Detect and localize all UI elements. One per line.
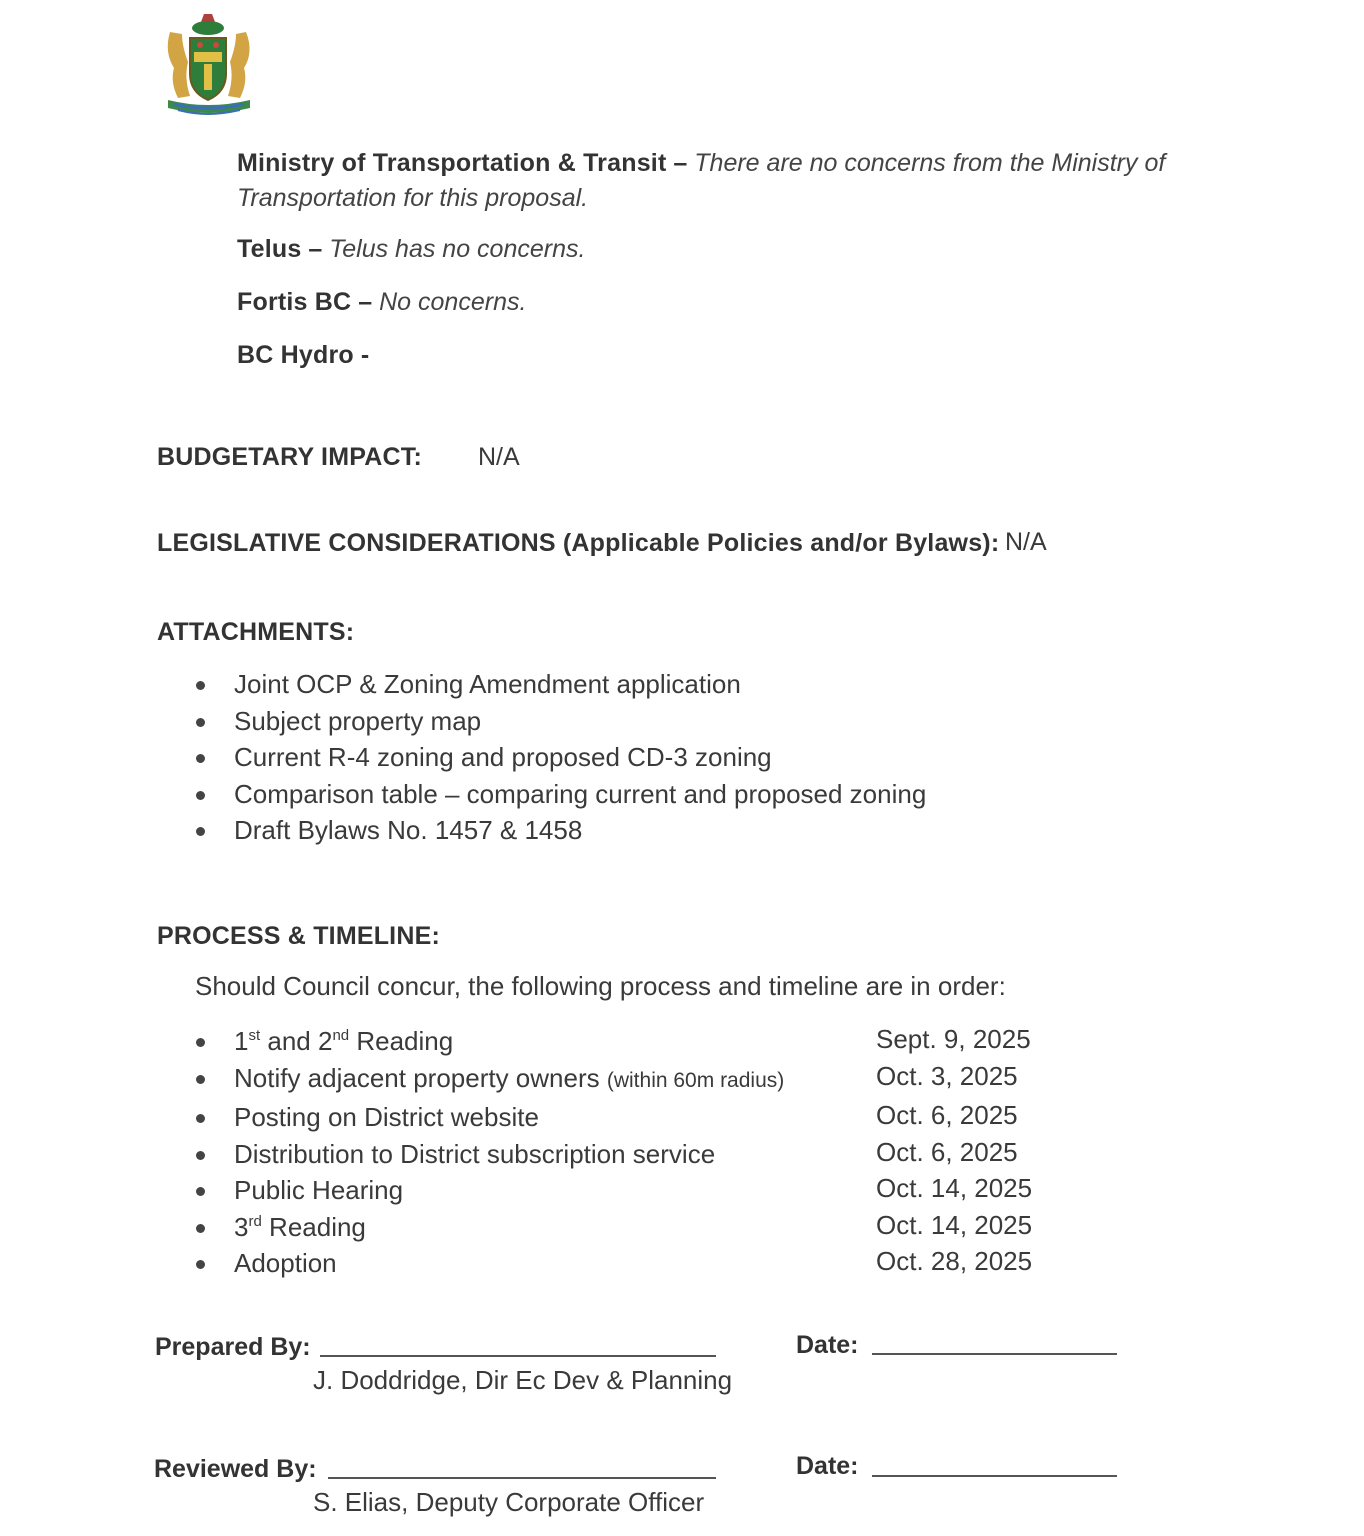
- ordinal-suffix: st: [248, 1027, 261, 1044]
- agency-name: Fortis BC: [237, 288, 352, 316]
- step-text: Reading: [261, 1211, 366, 1242]
- step-date: Oct. 28, 2025: [876, 1246, 1033, 1276]
- reviewed-by-name: S. Elias, Deputy Corporate Officer: [313, 1487, 705, 1517]
- process-heading: PROCESS & TIMELINE:: [157, 922, 440, 950]
- timeline-list: [196, 1023, 1096, 1282]
- prepared-by-label: Prepared By:: [155, 1333, 311, 1361]
- separator: –: [308, 235, 323, 263]
- reviewed-date-line: [872, 1475, 1117, 1477]
- agency-name: Telus: [237, 235, 302, 263]
- agency-name: BC Hydro: [237, 341, 354, 369]
- list-item: Joint OCP & Zoning Amendment application: [196, 666, 926, 703]
- list-item: Draft Bylaws No. 1457 & 1458: [196, 812, 926, 849]
- timeline-step: [196, 1023, 1096, 1060]
- timeline-step: [196, 1060, 1096, 1100]
- agency-name: Ministry of Transportation & Transit: [237, 149, 667, 177]
- ordinal-suffix: rd: [248, 1212, 262, 1230]
- agency-comment-motti: [237, 146, 1197, 181]
- ordinal-suffix: nd: [332, 1027, 350, 1044]
- step-note: (within 60m radius): [606, 1068, 785, 1092]
- ordinal: 3: [234, 1211, 249, 1242]
- step-date: Oct. 14, 2025: [876, 1173, 1033, 1203]
- agency-comment-motti-line2: [237, 181, 1197, 216]
- step-text: Posting on District website: [234, 1102, 539, 1132]
- prepared-date-line: [872, 1353, 1117, 1355]
- step-text: Notify adjacent property owners: [234, 1062, 600, 1093]
- agency-comment-fortis: [237, 285, 1197, 320]
- prepared-date-label: Date:: [796, 1331, 859, 1359]
- agency-comment-text: Transportation for this proposal.: [237, 184, 589, 212]
- attachments-list: [196, 666, 926, 849]
- step-text: Reading: [349, 1026, 454, 1056]
- timeline-step: [196, 1099, 1096, 1136]
- process-intro: Should Council concur, the following process and timeline are in order:: [195, 971, 1006, 1001]
- agency-comment-bchydro: [237, 338, 1197, 373]
- budgetary-impact-value: N/A: [478, 443, 520, 471]
- step-date: Oct. 14, 2025: [876, 1209, 1033, 1240]
- agency-comment-text: No concerns.: [379, 288, 527, 316]
- attachments-heading: ATTACHMENTS:: [157, 618, 355, 646]
- step-text: and: [260, 1026, 318, 1056]
- reviewed-by-signature-line: [328, 1477, 716, 1479]
- list-item: Comparison table – comparing current and proposed zoning: [196, 776, 926, 813]
- budgetary-impact-heading: BUDGETARY IMPACT:: [157, 443, 422, 471]
- step-text: Adoption: [234, 1248, 337, 1278]
- timeline-step: [196, 1172, 1096, 1209]
- step-date: Sept. 9, 2025: [876, 1024, 1031, 1054]
- prepared-by-signature-line: [320, 1355, 716, 1357]
- timeline-step: [196, 1245, 1096, 1282]
- reviewed-by-label: Reviewed By:: [154, 1455, 317, 1483]
- step-text: Distribution to District subscription service: [234, 1138, 716, 1169]
- step-date: Oct. 6, 2025: [876, 1100, 1018, 1130]
- agency-comment-text: Telus has no concerns.: [329, 235, 586, 263]
- step-text: Public Hearing: [234, 1175, 404, 1205]
- district-coat-of-arms-icon: [160, 12, 258, 118]
- legislative-value: N/A: [1005, 528, 1047, 556]
- ordinal: 2: [317, 1026, 333, 1056]
- ordinal: 1: [234, 1026, 249, 1056]
- timeline-step: [196, 1136, 1096, 1173]
- list-item: Subject property map: [196, 703, 926, 740]
- agency-comment-telus: [237, 232, 1197, 267]
- separator: -: [360, 341, 370, 369]
- step-date: Oct. 3, 2025: [876, 1060, 1018, 1091]
- separator: –: [358, 288, 373, 316]
- legislative-heading: LEGISLATIVE CONSIDERATIONS (Applicable Policies and/or Bylaws):: [157, 529, 1000, 557]
- prepared-by-name: J. Doddridge, Dir Ec Dev & Planning: [313, 1365, 733, 1395]
- list-item: Current R-4 zoning and proposed CD-3 zoning: [196, 739, 926, 776]
- reviewed-date-label: Date:: [796, 1452, 859, 1480]
- step-date: Oct. 6, 2025: [876, 1136, 1018, 1167]
- timeline-step: [196, 1209, 1096, 1246]
- agency-comment-text: There are no concerns from the Ministry of: [694, 149, 1166, 177]
- separator: –: [673, 149, 688, 177]
